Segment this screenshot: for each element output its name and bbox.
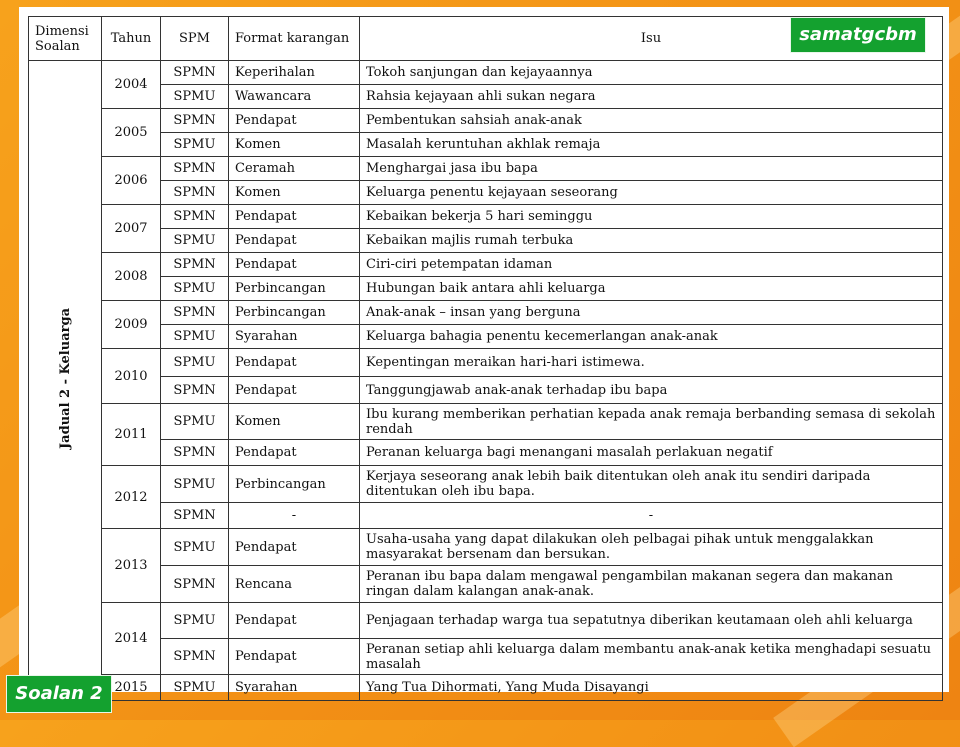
isu-cell: Kebaikan majlis rumah terbuka: [360, 229, 943, 253]
isu-cell: Menghargai jasa ibu bapa: [360, 157, 943, 181]
isu-cell: Penjagaan terhadap warga tua sepatutnya diberikan keutamaan oleh ahli keluarga: [360, 603, 943, 639]
format-cell: -: [229, 503, 360, 529]
year-cell: 2012: [102, 466, 161, 529]
format-cell: Pendapat: [229, 205, 360, 229]
isu-cell: Kebaikan bekerja 5 hari seminggu: [360, 205, 943, 229]
table-row: [29, 440, 943, 466]
isu-cell: Tokoh sanjungan dan kejayaannya: [360, 61, 943, 85]
format-cell: Rencana: [229, 566, 360, 603]
format-cell: Komen: [229, 181, 360, 205]
format-cell: Syarahan: [229, 675, 360, 701]
format-cell: Syarahan: [229, 325, 360, 349]
spm-cell: SPMN: [161, 181, 229, 205]
table-row: [29, 157, 943, 181]
year-cell: 2013: [102, 529, 161, 603]
isu-cell: Keluarga penentu kejayaan seseorang: [360, 181, 943, 205]
spm-cell: SPMU: [161, 529, 229, 566]
isu-cell: Ibu kurang memberikan perhatian kepada anak remaja berbanding semasa di sekolah rendah: [360, 404, 943, 440]
isu-cell: Ciri-ciri petempatan idaman: [360, 253, 943, 277]
year-cell: 2004: [102, 61, 161, 109]
format-cell: Pendapat: [229, 377, 360, 404]
isu-cell: Rahsia kejayaan ahli sukan negara: [360, 85, 943, 109]
table-row: [29, 85, 943, 109]
table-row: [29, 377, 943, 404]
isu-cell: Peranan setiap ahli keluarga dalam membantu anak-anak ketika menghadapi sesuatu masalah: [360, 639, 943, 675]
table-row: [29, 349, 943, 377]
isu-cell: Anak-anak – insan yang berguna: [360, 301, 943, 325]
header-tahun: Tahun: [102, 17, 161, 61]
format-cell: Perbincangan: [229, 466, 360, 503]
isu-cell: Kepentingan meraikan hari-hari istimewa.: [360, 349, 943, 377]
dimension-label: Jadual 2 - Keluarga: [57, 308, 73, 449]
table-row: [29, 566, 943, 603]
year-cell: 2011: [102, 404, 161, 466]
table-row: [29, 181, 943, 205]
table-body: [29, 61, 943, 701]
format-cell: Pendapat: [229, 229, 360, 253]
format-cell: Pendapat: [229, 440, 360, 466]
spm-cell: SPMU: [161, 466, 229, 503]
spm-cell: SPMN: [161, 109, 229, 133]
format-cell: Komen: [229, 404, 360, 440]
isu-cell: Pembentukan sahsiah anak-anak: [360, 109, 943, 133]
spm-cell: SPMN: [161, 440, 229, 466]
table-row: [29, 301, 943, 325]
spm-cell: SPMN: [161, 157, 229, 181]
spm-cell: SPMU: [161, 675, 229, 701]
table-row: [29, 229, 943, 253]
format-cell: Komen: [229, 133, 360, 157]
isu-cell: -: [360, 503, 943, 529]
format-cell: Pendapat: [229, 109, 360, 133]
spm-cell: SPMN: [161, 205, 229, 229]
format-cell: Ceramah: [229, 157, 360, 181]
spm-cell: SPMN: [161, 639, 229, 675]
format-cell: Pendapat: [229, 349, 360, 377]
year-cell: 2005: [102, 109, 161, 157]
spm-cell: SPMN: [161, 61, 229, 85]
table-row: [29, 503, 943, 529]
exam-topics-table: [28, 16, 943, 701]
year-cell: 2009: [102, 301, 161, 349]
format-cell: Perbincangan: [229, 277, 360, 301]
year-cell: 2010: [102, 349, 161, 404]
spm-cell: SPMN: [161, 301, 229, 325]
isu-cell: Keluarga bahagia penentu kecemerlangan anak-anak: [360, 325, 943, 349]
isu-cell: Kerjaya seseorang anak lebih baik ditentukan oleh anak itu sendiri daripada ditentukan oleh ibu bapa.: [360, 466, 943, 503]
spm-cell: SPMN: [161, 253, 229, 277]
spm-cell: SPMU: [161, 349, 229, 377]
spm-cell: SPMU: [161, 277, 229, 301]
format-cell: Pendapat: [229, 253, 360, 277]
spm-cell: SPMU: [161, 325, 229, 349]
header-format: Format karangan: [229, 17, 360, 61]
slide-label: Soalan 2: [6, 675, 112, 713]
spm-cell: SPMU: [161, 404, 229, 440]
spm-cell: SPMU: [161, 603, 229, 639]
format-cell: Perbincangan: [229, 301, 360, 325]
spm-cell: SPMU: [161, 229, 229, 253]
table-row: [29, 466, 943, 503]
spm-cell: SPMU: [161, 85, 229, 109]
year-cell: 2015: [102, 675, 161, 701]
year-cell: 2007: [102, 205, 161, 253]
year-cell: 2014: [102, 603, 161, 675]
table-row: [29, 277, 943, 301]
table-row: [29, 325, 943, 349]
table-row: [29, 603, 943, 639]
header-spm: SPM: [161, 17, 229, 61]
table-row: [29, 205, 943, 229]
isu-cell: Masalah keruntuhan akhlak remaja: [360, 133, 943, 157]
spm-cell: SPMU: [161, 133, 229, 157]
isu-cell: Usaha-usaha yang dapat dilakukan oleh pelbagai pihak untuk menggalakkan masyarakat bersenam dan bersukan.: [360, 529, 943, 566]
isu-cell: Yang Tua Dihormati, Yang Muda Disayangi: [360, 675, 943, 701]
format-cell: Pendapat: [229, 529, 360, 566]
table-row: [29, 529, 943, 566]
year-cell: 2008: [102, 253, 161, 301]
table-row: [29, 253, 943, 277]
isu-cell: Hubungan baik antara ahli keluarga: [360, 277, 943, 301]
table-row: [29, 404, 943, 440]
table-row: [29, 675, 943, 701]
spm-cell: SPMN: [161, 503, 229, 529]
format-cell: Pendapat: [229, 603, 360, 639]
format-cell: Pendapat: [229, 639, 360, 675]
table-row: [29, 109, 943, 133]
spm-cell: SPMN: [161, 566, 229, 603]
format-cell: Keperihalan: [229, 61, 360, 85]
table-row: [29, 61, 943, 85]
table-row: [29, 639, 943, 675]
spm-cell: SPMN: [161, 377, 229, 404]
isu-cell: Peranan ibu bapa dalam mengawal pengambilan makanan segera dan makanan ringan dalam kalangan anak-anak.: [360, 566, 943, 603]
watermark-label: samatgcbm: [790, 17, 926, 53]
header-dimensi: Dimensi Soalan: [29, 17, 102, 61]
isu-cell: Peranan keluarga bagi menangani masalah perlakuan negatif: [360, 440, 943, 466]
isu-cell: Tanggungjawab anak-anak terhadap ibu bapa: [360, 377, 943, 404]
year-cell: 2006: [102, 157, 161, 205]
dimension-cell: [29, 61, 102, 701]
table-row: [29, 133, 943, 157]
header-isu: Isu: [360, 17, 943, 61]
format-cell: Wawancara: [229, 85, 360, 109]
